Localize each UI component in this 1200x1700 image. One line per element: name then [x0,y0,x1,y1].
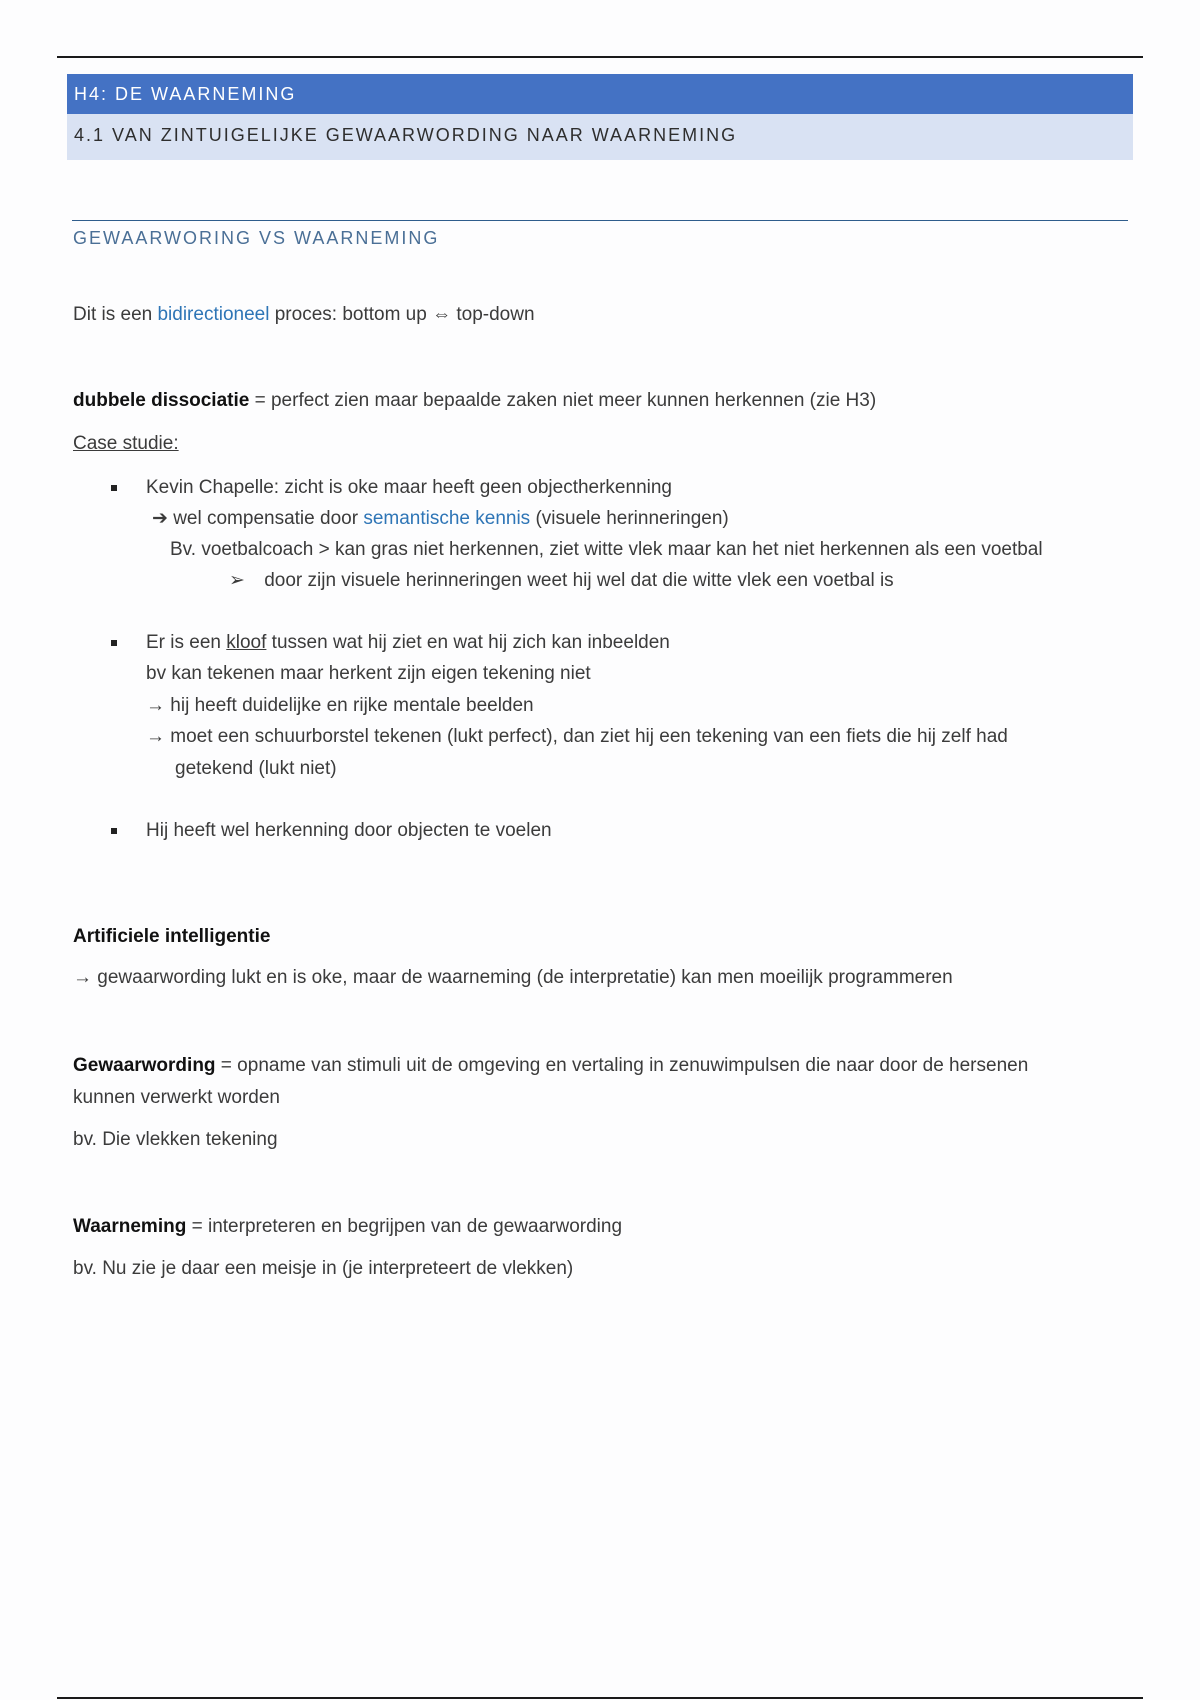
dissociatie-paragraph [73,389,876,413]
gewaarwording-term: Gewaarwording [73,1055,216,1076]
bullet1-sub-highlight: semantische kennis [363,508,531,529]
arrow-icon: ➔ [152,508,168,529]
header-rule [57,56,1143,58]
bullet1-sub-example-row [229,569,894,593]
bullet2-line5: getekend (lukt niet) [175,758,337,779]
subsection-rule [72,220,1128,221]
footer-rule [57,1697,1143,1699]
intro-suffix: proces: bottom up ⇔ top-down [269,304,535,325]
bullet2-line2: bv kan tekenen maar herkent zijn eigen tekening niet [146,663,591,684]
section-heading: 4.1 VAN ZINTUIGELIJKE GEWAARWORDING NAAR WAARNEMING [67,114,1133,160]
bullet1-sub-example: door zijn visuele herinneringen weet hij wel dat die witte vlek een voetbal is [264,570,894,591]
waarneming-example: bv. Nu zie je daar een meisje in (je interpreteert de vlekken) [73,1258,574,1279]
subsection-heading: GEWAARWORING VS WAARNEMING [73,228,440,248]
intro-prefix: Dit is een [73,304,158,325]
bullet2-underlined: kloof [226,632,267,653]
bullet1-sub-suffix: (visuele herinneringen) [530,508,729,529]
waarneming-term: Waarneming [73,1216,187,1237]
case-label: Case studie: [73,433,179,454]
ai-text: → gewaarwording lukt en is oke, maar de waarneming (de interpretatie) kan men moeilijk programmeren [73,967,953,988]
dissociatie-term: dubbele dissociatie [73,390,250,411]
bullet1-example: Bv. voetbalcoach > kan gras niet herkennen, ziet witte vlek maar kan het niet herkennen als een voetbal [170,539,1043,560]
gewaarwording-definition-cont: kunnen verwerkt worden [73,1087,280,1108]
waarneming-paragraph [73,1215,622,1239]
ai-title: Artificiele intelligentie [73,926,271,947]
arrowhead-icon: ➢ [229,570,245,591]
bullet3-text: Hij heeft wel herkenning door objecten te voelen [146,820,552,841]
gewaarwording-paragraph [73,1054,1028,1078]
bullet2-suffix: tussen wat hij ziet en wat hij zich kan inbeelden [266,632,670,653]
dissociatie-definition: = perfect zien maar bepaalde zaken niet meer kunnen herkennen (zie H3) [249,390,877,411]
bullet2-text [146,631,670,655]
gewaarwording-example: bv. Die vlekken tekening [73,1129,278,1150]
bullet2-line3: → hij heeft duidelijke en rijke mentale beelden [146,695,534,716]
bullet1-sub [152,507,729,531]
waarneming-definition: = interpreteren en begrijpen van de gewaarwording [186,1216,623,1237]
chapter-heading: H4: DE WAARNEMING [67,74,1133,114]
bullet-marker [111,828,117,834]
intro-highlight: bidirectioneel [157,304,270,325]
bullet2-prefix: Er is een [146,632,227,653]
intro-paragraph [73,303,535,327]
bullet2-line4: → moet een schuurborstel tekenen (lukt perfect), dan ziet hij een tekening van een fiets die hij zelf had [146,726,1008,747]
gewaarwording-definition: = opname van stimuli uit de omgeving en vertaling in zenuwimpulsen die naar door de hersenen [215,1055,1029,1076]
bullet1-text: Kevin Chapelle: zicht is oke maar heeft geen objectherkenning [146,477,672,498]
bullet1-sub-prefix: wel compensatie door [173,508,364,529]
bullet-marker [111,485,117,491]
bullet-marker [111,640,117,646]
